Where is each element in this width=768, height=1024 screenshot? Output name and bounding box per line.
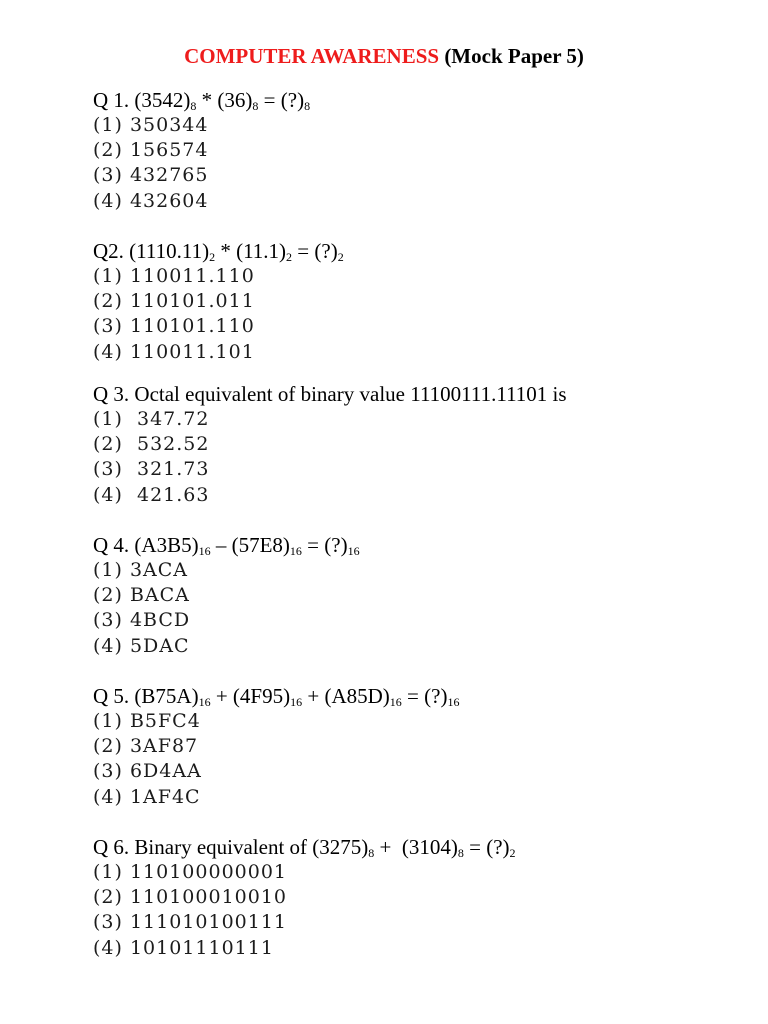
question-6-text	[93, 835, 733, 860]
q6-prefix: Q 6. Binary equivalent of	[93, 835, 313, 859]
q2-base-1: 2	[209, 250, 216, 264]
q4-base-2: 16	[289, 544, 302, 558]
q4-term-2: – (57E8)	[210, 533, 290, 557]
q2-option-3: (3) 110101.110	[93, 315, 255, 338]
q4-option-1: (1) 3ACA	[93, 559, 189, 581]
question-2	[93, 239, 733, 365]
q5-base-1: 16	[198, 695, 211, 709]
q5-term-1: (B75A)	[134, 684, 199, 708]
q2-option-1: (1) 110011.110	[93, 265, 255, 287]
q6-base-1: 8	[368, 846, 375, 860]
question-4-text	[93, 533, 733, 558]
q5-option-3: (3) 6D4AA	[93, 760, 202, 783]
q3-option-3: (3) 321.73	[93, 458, 210, 481]
q4-option-2: (2) BACA	[93, 584, 190, 607]
q4-prefix: Q 4.	[93, 533, 135, 557]
q1-prefix: Q 1.	[93, 88, 135, 112]
q6-option-1: (1) 110100000001	[93, 861, 288, 883]
q5-option-1: (1) B5FC4	[93, 710, 201, 732]
q1-term-2: * (36)	[196, 88, 253, 112]
q2-base-3: 2	[337, 250, 344, 264]
q5-base-4: 16	[447, 695, 460, 709]
q3-option-2: (2) 532.52	[93, 433, 210, 456]
q4-option-4: (4) 5DAC	[93, 634, 190, 657]
question-6	[93, 835, 733, 961]
q1-term-1: (3542)	[134, 88, 191, 112]
q2-term-1: (1110.11)	[129, 239, 210, 263]
question-1-text	[93, 88, 733, 113]
q5-prefix: Q 5.	[93, 684, 135, 708]
q2-base-2: 2	[286, 250, 293, 264]
q6-term-3: = (?)	[463, 835, 510, 859]
question-1	[93, 88, 733, 214]
q2-term-3: = (?)	[292, 239, 338, 263]
q1-base-1: 8	[190, 99, 197, 113]
q5-option-4: (4) 1AF4C	[93, 785, 201, 808]
q2-option-4: (4) 110011.101	[93, 340, 255, 363]
title-sub: (Mock Paper 5)	[444, 44, 584, 68]
q4-term-3: = (?)	[301, 533, 348, 557]
question-5-text	[93, 684, 733, 709]
q3-option-1: (1) 347.72	[93, 408, 210, 430]
q6-base-2: 8	[457, 846, 464, 860]
q2-option-2: (2) 110101.011	[93, 290, 255, 313]
q5-base-2: 16	[290, 695, 303, 709]
q5-option-2: (2) 3AF87	[93, 735, 199, 758]
question-2-text	[93, 239, 733, 264]
q5-term-4: = (?)	[401, 684, 448, 708]
q6-option-2: (2) 110100010010	[93, 886, 288, 909]
q4-option-3: (3) 4BCD	[93, 609, 191, 632]
q3-option-4: (4) 421.63	[93, 483, 210, 506]
q4-term-1: (A3B5)	[134, 533, 199, 557]
q6-option-4: (4) 10101110111	[93, 936, 274, 959]
q6-base-3: 2	[509, 846, 516, 860]
q1-option-4: (4) 432604	[93, 189, 209, 212]
q6-option-3: (3) 111010100111	[93, 911, 288, 934]
q5-term-2: + (4F95)	[210, 684, 291, 708]
question-3	[93, 382, 733, 508]
q1-base-3: 8	[304, 99, 311, 113]
q2-prefix: Q2.	[93, 239, 130, 263]
q4-base-3: 16	[347, 544, 360, 558]
q1-option-3: (3) 432765	[93, 164, 209, 187]
q2-term-2: * (11.1)	[215, 239, 287, 263]
q5-base-3: 16	[389, 695, 402, 709]
q1-term-3: = (?)	[258, 88, 305, 112]
q6-term-2: + (3104)	[374, 835, 458, 859]
question-3-text: Q 3. Octal equivalent of binary value 11100111.11101 is	[93, 382, 567, 406]
question-5	[93, 684, 733, 810]
q4-base-1: 16	[198, 544, 211, 558]
q1-option-1: (1) 350344	[93, 114, 209, 136]
q6-term-1: (3275)	[312, 835, 369, 859]
title-main: COMPUTER AWARENESS	[184, 44, 440, 68]
page-title	[0, 42, 768, 70]
q1-base-2: 8	[252, 99, 259, 113]
q5-term-3: + (A85D)	[302, 684, 390, 708]
q1-option-2: (2) 156574	[93, 139, 209, 162]
question-4	[93, 533, 733, 659]
